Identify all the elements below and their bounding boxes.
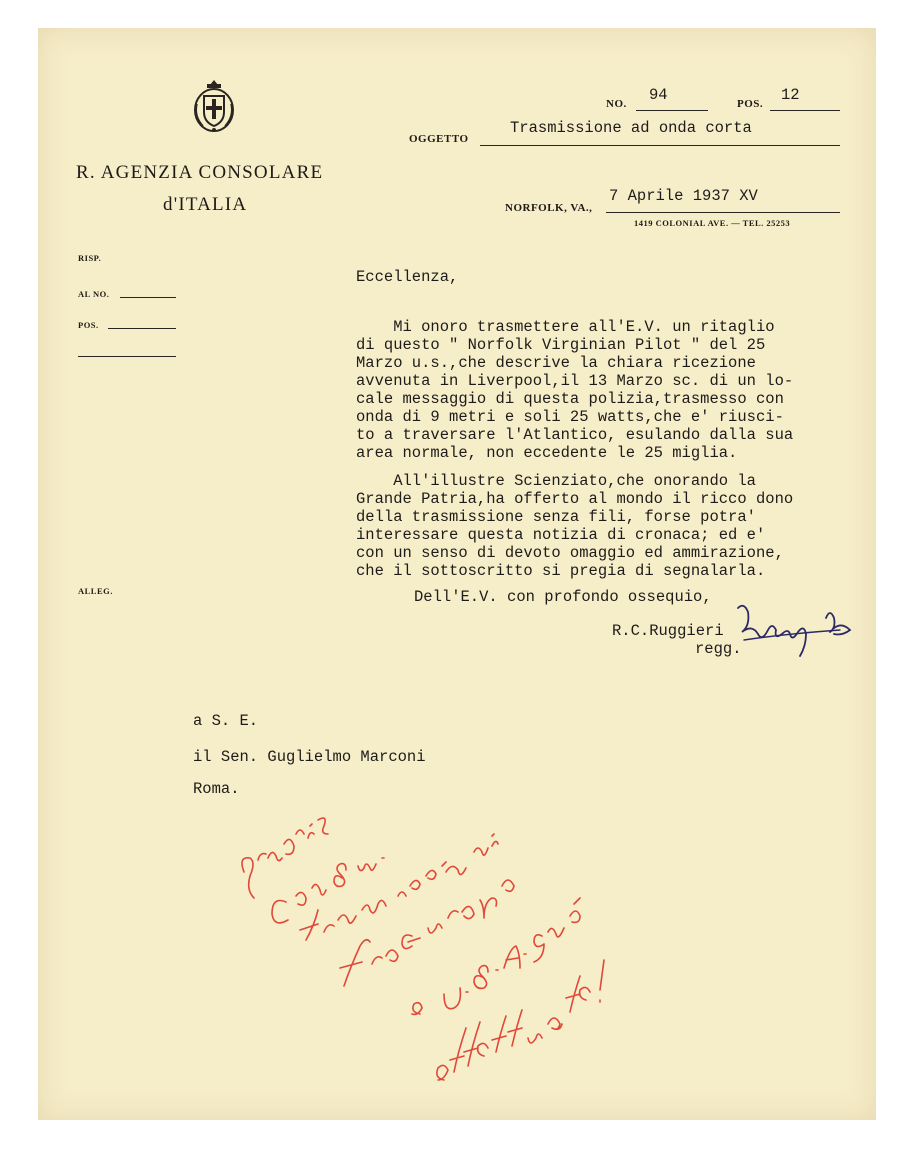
pos-margin-line xyxy=(108,328,176,329)
al-no-label: AL NO. xyxy=(78,289,110,299)
pos-value: 12 xyxy=(781,86,800,104)
salutation: Eccellenza, xyxy=(356,268,459,286)
paragraph2-line: che il sottoscritto si pregia di segnalarla. xyxy=(356,562,766,580)
italian-royal-crest-icon xyxy=(192,78,236,134)
oggetto-label: OGGETTO xyxy=(409,133,469,145)
paragraph1-line: Mi onoro trasmettere all'E.V. un ritaglio xyxy=(356,318,775,336)
paragraph2-line: Grande Patria,ha offerto al mondo il ricco dono xyxy=(356,490,794,508)
alleg-label: ALLEG. xyxy=(78,586,113,596)
place-label: NORFOLK, VA., xyxy=(505,202,593,214)
letter-date: 7 Aprile 1937 XV xyxy=(609,187,758,205)
paragraph2-line: della trasmissione senza fili, forse potra' xyxy=(356,508,756,526)
closing-line: Dell'E.V. con profondo ossequio, xyxy=(414,588,712,606)
recipient-line2: il Sen. Guglielmo Marconi xyxy=(193,748,426,766)
paragraph2-line: con un senso di devoto omaggio ed ammirazione, xyxy=(356,544,784,562)
no-label: NO. xyxy=(606,98,627,110)
recipient-line3: Roma. xyxy=(193,780,240,798)
recipient-line1: a S. E. xyxy=(193,712,259,730)
signer-title: regg. xyxy=(695,640,742,658)
pos-label: POS. xyxy=(737,98,764,110)
paragraph1-line: area normale, non eccedente le 25 miglia. xyxy=(356,444,738,462)
oggetto-line xyxy=(480,145,840,146)
agency-country: d'ITALIA xyxy=(163,194,248,215)
signer-name: R.C.Ruggieri xyxy=(612,622,724,640)
handwritten-signature xyxy=(730,598,858,658)
paragraph1-line: to a traversare l'Atlantico, esulando dalla sua xyxy=(356,426,794,444)
red-pencil-annotation xyxy=(230,800,700,1100)
paragraph2-line: All'illustre Scienziato,che onorando la xyxy=(356,472,756,490)
oggetto-value: Trasmissione ad onda corta xyxy=(510,119,752,137)
blank-margin-line xyxy=(78,356,176,357)
agency-name: R. AGENZIA CONSOLARE xyxy=(76,162,324,183)
pos-margin-label: POS. xyxy=(78,320,99,330)
consulate-address: 1419 COLONIAL AVE. — TEL. 25253 xyxy=(634,218,791,228)
pos-line xyxy=(770,110,840,111)
no-line xyxy=(636,110,708,111)
risp-label: RISP. xyxy=(78,253,102,263)
paragraph1-line: avvenuta in Liverpool,il 13 Marzo sc. di un lo- xyxy=(356,372,794,390)
paragraph1-line: di questo " Norfolk Virginian Pilot " del 25 xyxy=(356,336,766,354)
paragraph1-line: Marzo u.s.,che descrive la chiara ricezione xyxy=(356,354,756,372)
no-value: 94 xyxy=(649,86,668,104)
paragraph1-line: cale messaggio di questa polizia,trasmesso con xyxy=(356,390,784,408)
paragraph1-line: onda di 9 metri e soli 25 watts,che e' riusci- xyxy=(356,408,784,426)
paragraph2-line: interessare questa notizia di cronaca; ed e' xyxy=(356,526,766,544)
al-no-line xyxy=(120,297,176,298)
date-line xyxy=(606,212,840,213)
